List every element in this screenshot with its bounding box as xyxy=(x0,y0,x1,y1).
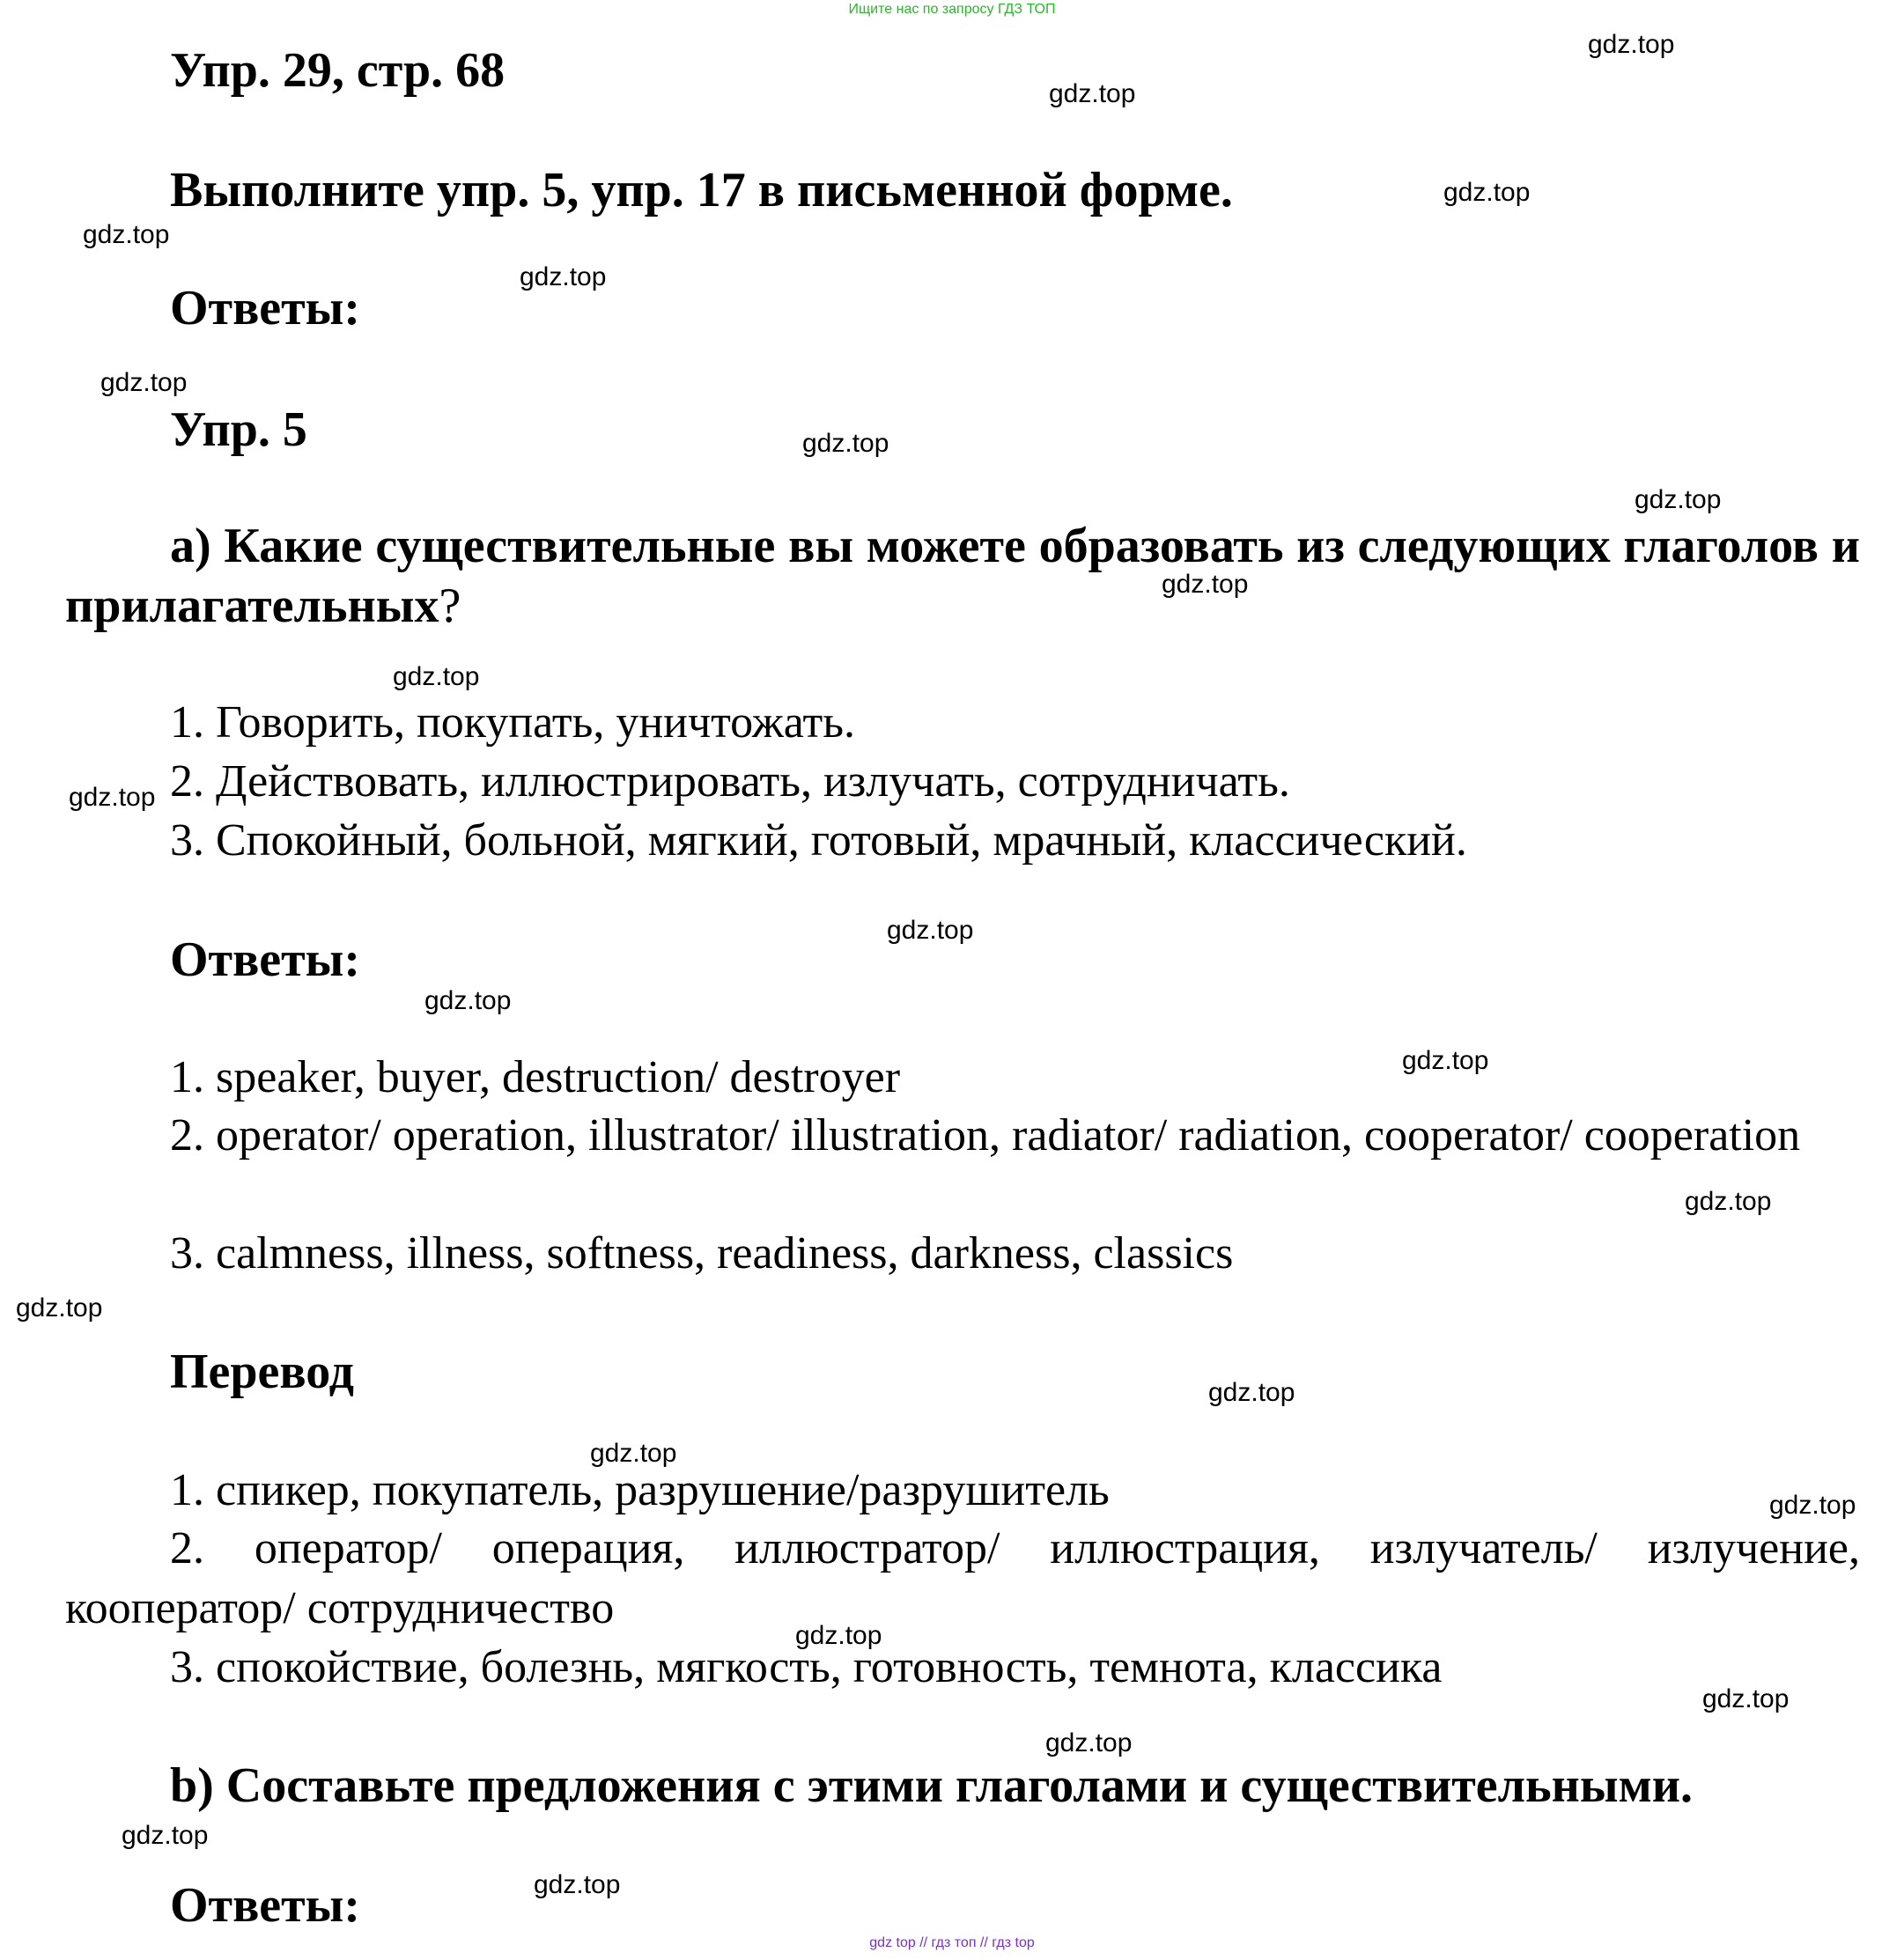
watermark: gdz.top xyxy=(590,1439,677,1468)
watermark: gdz.top xyxy=(802,429,889,458)
question-a-mark: ? xyxy=(439,578,461,633)
sub-exercise-title: Упр. 5 xyxy=(170,402,307,457)
exercise-title: Упр. 29, стр. 68 xyxy=(170,43,506,98)
translation-item: 1. спикер, покупатель, разрушение/разрушитель xyxy=(170,1465,1110,1515)
bottom-banner[interactable]: gdz top // гдз топ // гдз top xyxy=(869,1935,1035,1950)
answers-heading: Ответы: xyxy=(170,1878,361,1933)
watermark: gdz.top xyxy=(1588,30,1675,59)
instruction: Выполните упр. 5, упр. 17 в письменной форме. xyxy=(170,163,1233,217)
watermark: gdz.top xyxy=(1049,79,1136,108)
watermark: gdz.top xyxy=(1685,1187,1772,1216)
watermark: gdz.top xyxy=(1402,1046,1489,1075)
translation-item: 2. оператор/ операция, иллюстратор/ иллюстрация, излучатель/ излучение, кооператор/ сотрудничество xyxy=(65,1523,1860,1633)
watermark: gdz.top xyxy=(520,262,607,291)
watermark: gdz.top xyxy=(16,1293,103,1323)
watermark: gdz.top xyxy=(1443,178,1531,207)
question-b: b) Составьте предложения с этими глаголами и существительными. xyxy=(170,1758,1694,1813)
watermark: gdz.top xyxy=(122,1821,209,1850)
watermark: gdz.top xyxy=(1045,1728,1133,1757)
translation-item: 3. спокойствие, болезнь, мягкость, готовность, темнота, классика xyxy=(170,1642,1443,1692)
watermark: gdz.top xyxy=(887,916,974,945)
watermark: gdz.top xyxy=(1162,570,1249,599)
watermark: gdz.top xyxy=(1635,485,1722,514)
answer-item: 3. calmness, illness, softness, readiness, darkness, classics xyxy=(170,1228,1234,1278)
watermark: gdz.top xyxy=(100,368,188,397)
word-item: 3. Спокойный, больной, мягкий, готовый, мрачный, классический. xyxy=(170,815,1467,866)
watermark: gdz.top xyxy=(1208,1378,1295,1407)
answers-heading: Ответы: xyxy=(170,932,361,987)
watermark: gdz.top xyxy=(795,1621,882,1650)
question-a-text: a) Какие существительные вы можете образовать из следующих глаголов и прилагательных xyxy=(65,519,1860,633)
watermark: gdz.top xyxy=(69,783,156,812)
answer-item: 1. speaker, buyer, destruction/ destroyer xyxy=(170,1052,901,1102)
watermark: gdz.top xyxy=(1702,1684,1790,1713)
top-banner[interactable]: Ищите нас по запросу ГДЗ ТОП xyxy=(848,2,1056,17)
answers-heading: Ответы: xyxy=(170,281,361,335)
watermark: gdz.top xyxy=(393,662,480,691)
word-item: 1. Говорить, покупать, уничтожать. xyxy=(170,697,855,748)
word-item: 2. Действовать, иллюстрировать, излучать, сотрудничать. xyxy=(170,756,1290,807)
question-a xyxy=(65,516,1860,636)
watermark: gdz.top xyxy=(1769,1491,1856,1520)
answer-item: 2. operator/ operation, illustrator/ illustration, radiator/ radiation, cooperator/ cooperation xyxy=(170,1110,1801,1161)
watermark: gdz.top xyxy=(424,986,512,1015)
watermark: gdz.top xyxy=(83,220,170,249)
translation-heading: Перевод xyxy=(170,1345,354,1399)
watermark: gdz.top xyxy=(534,1870,621,1899)
